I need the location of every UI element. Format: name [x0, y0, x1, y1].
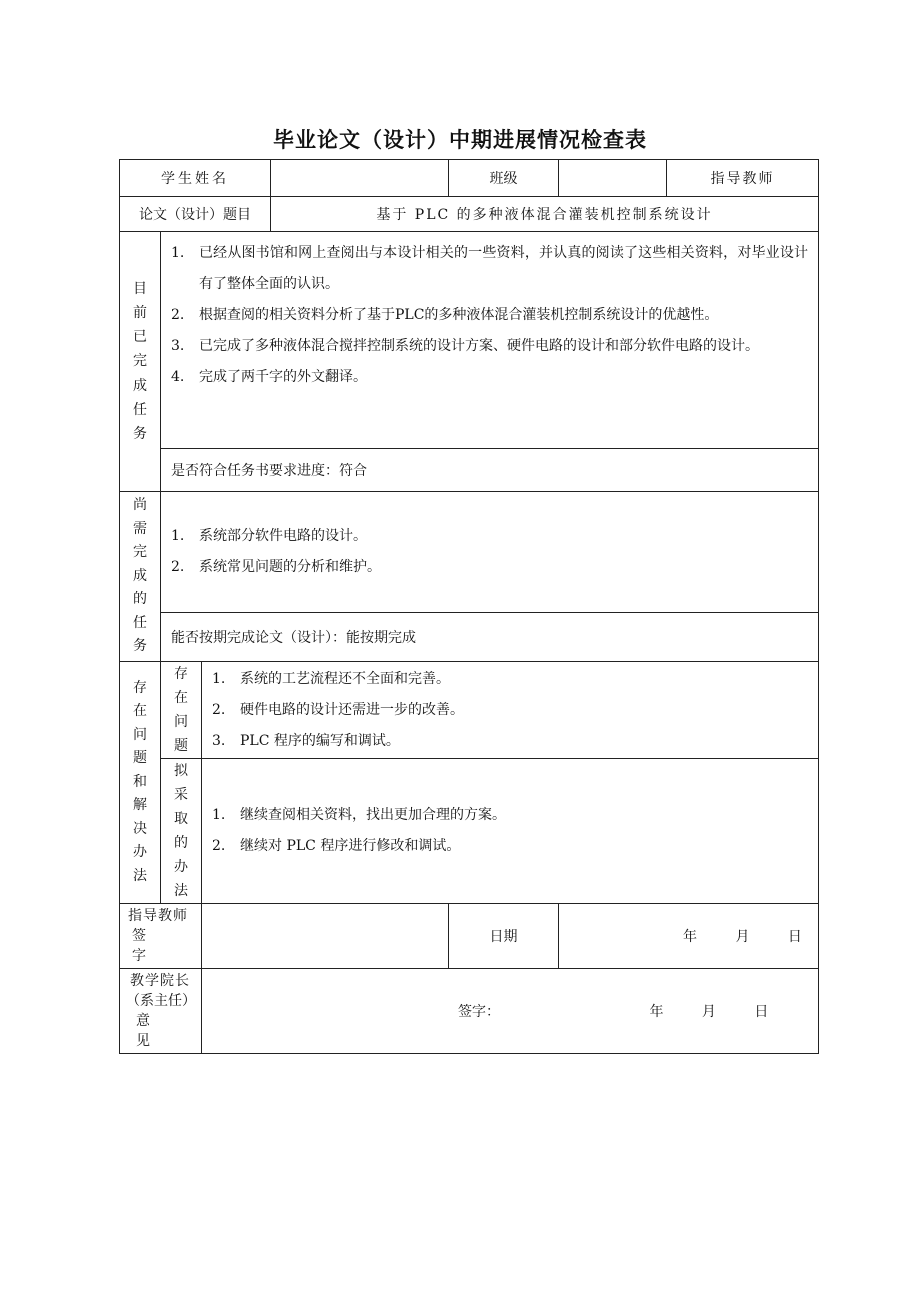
list-item: 4. 完成了两千字的外文翻译。 — [171, 369, 367, 385]
list-item: 1. 已经从图书馆和网上查阅出与本设计相关的一些资料，并认真的阅读了这些相关资料，对毕业设计有了整体全面的认识。 — [171, 245, 808, 292]
student-name-label: 学生姓名 — [120, 160, 271, 197]
measures-label: 拟 采 取 的 办 法 — [161, 759, 202, 904]
progress-compliance: 是否符合任务书要求进度：符合 — [161, 449, 819, 492]
advisor-date-field[interactable]: 年 月 日 — [559, 904, 819, 969]
completed-tasks-list — [161, 232, 819, 449]
remaining-tasks-list — [161, 492, 819, 613]
student-name-field[interactable] — [271, 160, 449, 197]
topic-label: 论文（设计）题目 — [120, 197, 271, 232]
list-item: 2. 继续对 PLC 程序进行修改和调试。 — [212, 838, 461, 854]
list-item: 1. 系统的工艺流程还不全面和完善。 — [212, 670, 450, 687]
advisor-signature-field[interactable] — [202, 904, 449, 969]
topic-value: 基于 PLC 的多种液体混合灌装机控制系统设计 — [271, 197, 819, 232]
completed-tasks-label: 目 前 已 完 成 任 务 — [120, 232, 161, 492]
measures-list — [202, 759, 819, 904]
class-label-cell: 班级 — [449, 160, 559, 197]
class-field[interactable] — [559, 160, 667, 197]
list-item: 2. 硬件电路的设计还需进一步的改善。 — [212, 701, 464, 718]
list-item: 2. 系统常见问题的分析和维护。 — [171, 559, 381, 575]
problems-label: 存 在 问 题 — [161, 662, 202, 759]
advisor-label: 指导教师 — [667, 160, 819, 197]
list-item: 1. 继续查阅相关资料，找出更加合理的方案。 — [212, 807, 506, 823]
advisor-signature-label: 指导教师 签 字 — [120, 904, 202, 969]
list-item: 1. 系统部分软件电路的设计。 — [171, 528, 367, 544]
page-title: 毕业论文（设计）中期进展情况检查表 — [273, 128, 647, 152]
dean-opinion-field[interactable]: 签字： 年 月 日 — [202, 969, 819, 1054]
remaining-tasks-label: 尚 需 完 成 的 任 务 — [120, 492, 161, 662]
check-form-table — [119, 159, 819, 1054]
issues-label: 存 在 问 题 和 解 决 办 法 — [120, 662, 161, 904]
list-item: 3. 已完成了多种液体混合搅拌控制系统的设计方案、硬件电路的设计和部分软件电路的设计。 — [171, 338, 759, 354]
list-item: 2. 根据查阅的相关资料分析了基于PLC的多种液体混合灌装机控制系统设计的优越性。 — [171, 307, 719, 323]
list-item: 3. PLC 程序的编写和调试。 — [212, 732, 400, 749]
date-label: 日期 — [449, 904, 559, 969]
problems-list — [202, 662, 819, 759]
dean-opinion-label: 教学院长 （系主任） 意 见 — [120, 969, 202, 1054]
schedule-status: 能否按期完成论文（设计）：能按期完成 — [161, 613, 819, 662]
